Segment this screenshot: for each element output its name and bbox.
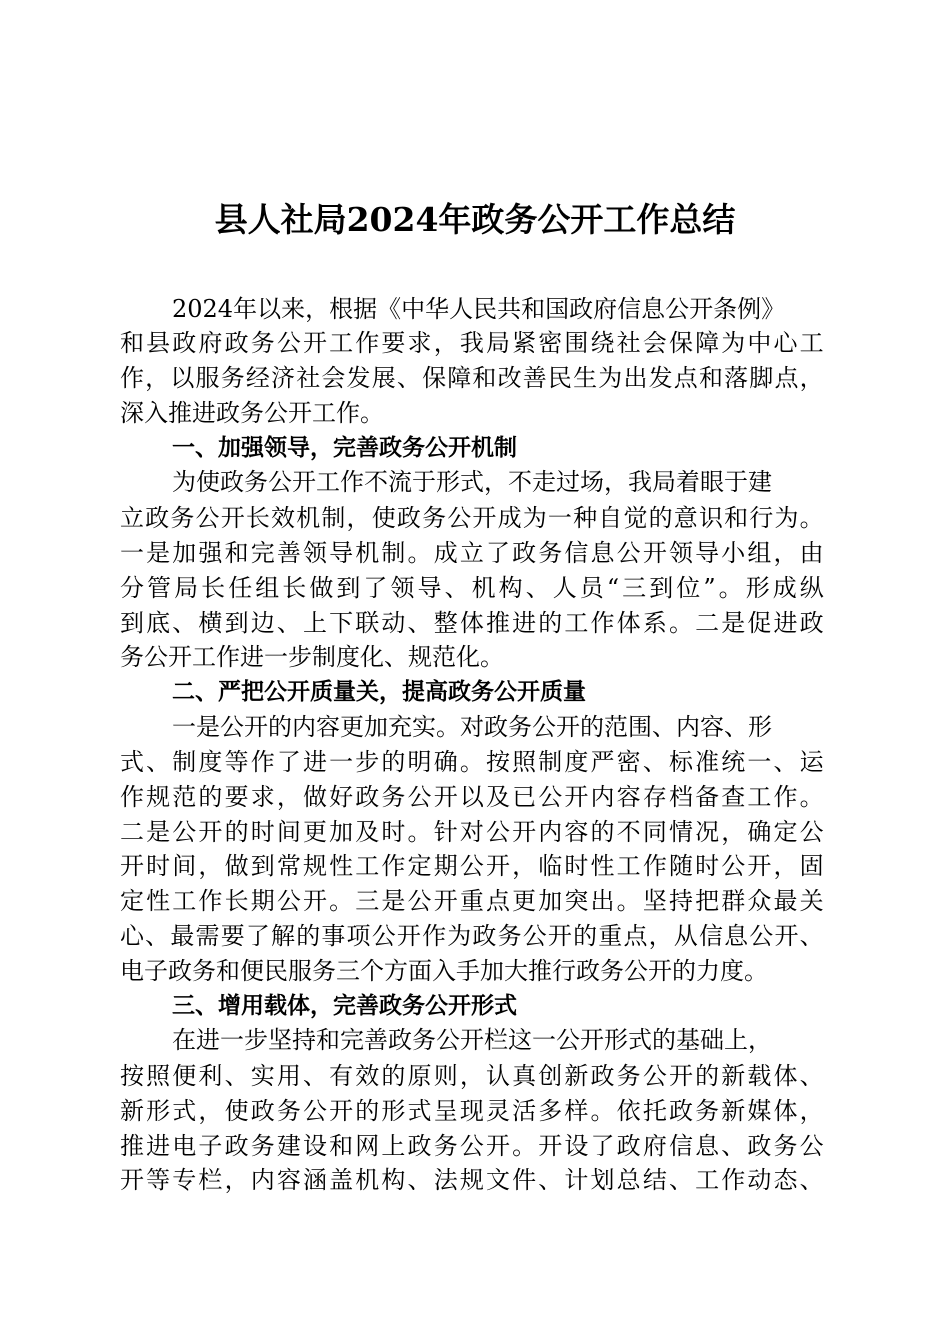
paragraph-line: 定 性 工 作 长 期 公 开 。 三 是 公 开 重 点 更 加 突 出 。 坚 持 把 群 众 最 关 [120, 887, 824, 915]
paragraph-line: 新 形 式 ， 使 政 务 公 开 的 形 式 呈 现 灵 活 多 样 。 依 托 政 务 新 媒 体 ， [120, 1097, 824, 1125]
paragraph-line: 电子政务和便民服务三个方面入手加大推行政务公开的力度。 [120, 957, 768, 985]
paragraph-line: 2024年以来，根据《中华人民共和国政府信息公开条例》 [172, 295, 786, 323]
document-title: 县人社局2024年政务公开工作总结 [214, 200, 736, 239]
paragraph-line: 推 进 电 子 政 务 建 设 和 网 上 政 务 公 开 。 开 设 了 政 府 信 息 、 政 务 公 [120, 1132, 824, 1160]
paragraph-line: 开 时 间 ， 做 到 常 规 性 工 作 定 期 公 开 ， 临 时 性 工 作 随 时 公 开 ， 固 [120, 852, 824, 880]
paragraph-line: 心 、 最 需 要 了 解 的 事 项 公 开 作 为 政 务 公 开 的 重 点 ， 从 信 息 公 开 、 [120, 922, 824, 950]
paragraph-line: 立 政 务 公 开 长 效 机 制 ， 使 政 务 公 开 成 为 一 种 自 觉 的 意 识 和 行 为 。 [120, 504, 824, 532]
paragraph-line: 一 是 加 强 和 完 善 领 导 机 制 。 成 立 了 政 务 信 息 公 开 领 导 小 组 ， 由 [120, 539, 824, 567]
paragraph-line: 开 等 专 栏 ， 内 容 涵 盖 机 构 、 法 规 文 件 、 计 划 总 结 、 工 作 动 态 、 [120, 1166, 824, 1194]
paragraph-line: 作 ， 以 服 务 经 济 社 会 发 展 、 保 障 和 改 善 民 生 为 出 发 点 和 落 脚 点 ， [120, 364, 824, 392]
paragraph-line: 分 管 局 长 任 组 长 做 到 了 领 导 、 机 构 、 人 员 “ 三 到 位 ” 。 形 成 纵 [120, 574, 824, 602]
paragraph-line: 和 县 政 府 政 务 公 开 工 作 要 求 ， 我 局 紧 密 围 绕 社 会 保 障 为 中 心 工 [120, 329, 824, 357]
section-heading-1: 一、加强领导，完善政务公开机制 [172, 435, 517, 461]
paragraph-line: 式 、 制 度 等 作 了 进 一 步 的 明 确 。 按 照 制 度 严 密 、 标 准 统 一 、 运 [120, 748, 824, 776]
paragraph-line: 到 底 、 横 到 边 、 上 下 联 动 、 整 体 推 进 的 工 作 体 系 。 二 是 促 进 政 [120, 609, 824, 637]
paragraph-line: 二 是 公 开 的 时 间 更 加 及 时 。 针 对 公 开 内 容 的 不 同 情 况 ， 确 定 公 [120, 818, 824, 846]
paragraph-line: 一是公开的内容更加充实。对政务公开的范围、内容、形 [172, 713, 772, 741]
paragraph-line: 在进一步坚持和完善政务公开栏这一公开形式的基础上， [172, 1026, 772, 1054]
paragraph-line: 按 照 便 利 、 实 用 、 有 效 的 原 则 ， 认 真 创 新 政 务 公 开 的 新 载 体 、 [120, 1062, 824, 1090]
paragraph-line: 为使政务公开工作不流于形式，不走过场，我局着眼于建 [172, 468, 772, 496]
section-heading-2: 二、严把公开质量关，提高政务公开质量 [172, 679, 586, 705]
section-heading-3: 三、增用载体，完善政务公开形式 [172, 993, 517, 1019]
paragraph-line: 作 规 范 的 要 求 ， 做 好 政 务 公 开 以 及 已 公 开 内 容 存 档 备 查 工 作 。 [120, 783, 824, 811]
paragraph-line: 深入推进政务公开工作。 [120, 399, 384, 427]
paragraph-line: 务公开工作进一步制度化、规范化。 [120, 643, 504, 671]
